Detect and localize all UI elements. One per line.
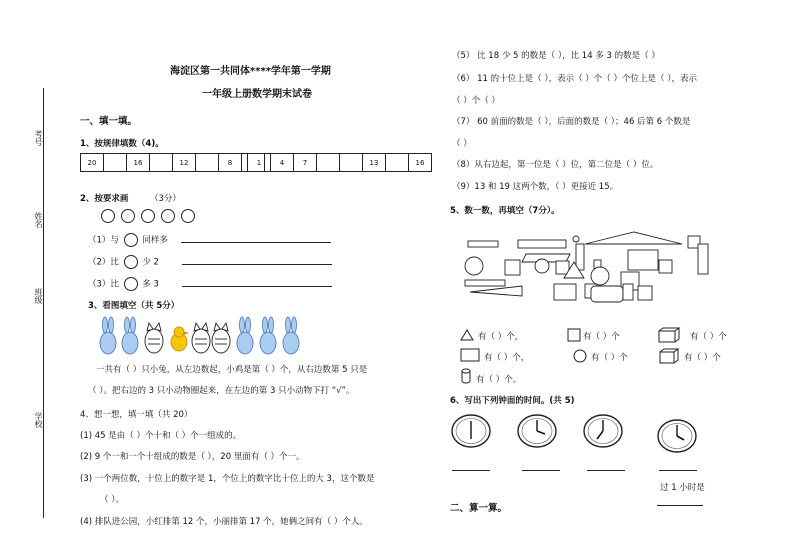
- q2-line2: [88, 255, 332, 269]
- seq1-cell[interactable]: 20: [81, 154, 104, 171]
- q4-item2: (2) 9 个一和一个十组成的数是（ ），20 里面有（ ）个一。: [80, 452, 305, 462]
- cat-icon: [145, 323, 163, 353]
- q2-score: （3分）: [150, 194, 181, 204]
- q1-sequence-row1: [80, 153, 265, 172]
- seq2-cell[interactable]: 13: [363, 154, 386, 171]
- square-shape: [556, 261, 569, 274]
- square-shape: [505, 260, 520, 275]
- rectangle-shape: [576, 244, 584, 270]
- q3-text-line1: 一共有（ ）只小兔，从左边数起，小鸡是第（ ）个，从右边数第 5 只是: [96, 365, 368, 375]
- triangle-shape: [470, 286, 522, 296]
- exam-title-line1: 海淀区第一共同体****学年第一学期: [170, 66, 331, 77]
- rectangle-icon: [460, 348, 480, 362]
- q4-item4: (4) 排队进公园，小红排第 12 个，小丽排第 17 个，她俩之间有（ ）个人。: [80, 517, 368, 527]
- q5-answer-b2: 有（ ）个: [591, 353, 628, 363]
- q2-line2-prefix: （2）比: [88, 257, 119, 268]
- circle-shape: [141, 209, 155, 223]
- label-kaohao: 考号: [34, 130, 43, 146]
- section2-heading: 二、算一算。: [450, 503, 508, 514]
- seq2-cell[interactable]: [340, 154, 363, 171]
- clock-icon: [517, 413, 557, 449]
- cat-icon: [212, 323, 230, 353]
- q4-item6: （6） 11 的十位上是（ ），表示（ ）个（ ）个位上是（ ），表示: [452, 74, 697, 84]
- q2-line2-suffix: 少 2: [142, 257, 159, 268]
- circle-shape: [124, 277, 138, 291]
- exam-title-line2: 一年级上册数学期末试卷: [202, 89, 312, 100]
- circle-shape: [124, 233, 138, 247]
- q1-sequence-row2: [247, 153, 432, 172]
- animal-lineup-image: [96, 317, 306, 357]
- q2-circle-row: [101, 209, 201, 226]
- q2-line3-prefix: （3）比: [88, 279, 119, 290]
- rabbit-icon: [283, 317, 299, 354]
- seq1-cell[interactable]: [150, 154, 173, 171]
- q4-item7-cont: （ ）: [452, 139, 472, 149]
- cuboid-shape: [628, 250, 658, 270]
- q4-item9: （9）13 和 19 这两个数，（ ）更接近 15。: [452, 182, 619, 192]
- circle-shape: [124, 255, 138, 269]
- q6-label: 6、写出下列钟面的时间。(共 5): [450, 396, 575, 406]
- cube-shape: [638, 286, 652, 300]
- answer-blank[interactable]: [522, 470, 560, 471]
- seq2-cell[interactable]: 1: [248, 154, 271, 171]
- q5-label: 5、数一数，再填空（7分）。: [450, 206, 560, 216]
- cuboid-shape: [698, 244, 708, 274]
- q5-answer-a1: 有（ ）个，: [478, 332, 524, 342]
- q4-item3-answer: （ ）。: [100, 495, 124, 505]
- triangle-icon: [460, 329, 474, 341]
- seq1-cell[interactable]: [104, 154, 127, 171]
- label-xuexiao: 学校: [34, 412, 43, 428]
- cat-icon: [192, 323, 210, 353]
- answer-blank[interactable]: [452, 470, 490, 471]
- answer-blank[interactable]: [657, 505, 703, 506]
- seq2-cell[interactable]: [317, 154, 340, 171]
- seq1-cell[interactable]: [196, 154, 219, 171]
- circle-shape: [161, 209, 175, 223]
- rabbit-icon: [260, 317, 276, 354]
- clock-icon: [583, 413, 623, 449]
- q1-label: 1、按规律填数（4)。: [80, 139, 164, 149]
- circle-shape: [181, 209, 195, 223]
- seq1-cell[interactable]: 12: [173, 154, 196, 171]
- circle-shape: [535, 259, 549, 273]
- circle-shape: [591, 267, 609, 285]
- label-xingming: 姓名: [34, 212, 43, 228]
- q6-after-label: 过 1 小时是: [660, 483, 705, 493]
- seq1-cell[interactable]: 8: [219, 154, 242, 171]
- seq2-cell[interactable]: 7: [294, 154, 317, 171]
- q4-item3: (3) 一个两位数，十位上的数字是 1，个位上的数字比十位上的大 3，这个数是: [80, 474, 375, 484]
- cylinder-shape: [591, 286, 623, 302]
- rabbit-icon: [100, 317, 116, 354]
- q4-item1: (1) 45 是由（ ）个十和（ ）个一组成的。: [80, 431, 242, 441]
- square-icon: [567, 328, 581, 342]
- triangle-shape: [585, 232, 682, 244]
- rectangle-shape: [468, 241, 498, 247]
- label-banji: 班级: [34, 288, 43, 304]
- clock-icon: [657, 418, 697, 454]
- q4-item5: （5） 比 18 少 5 的数是（ ），比 14 多 3 的数是（ ）: [452, 51, 660, 61]
- rectangle-shape: [518, 240, 566, 248]
- q2-line1: [88, 233, 331, 247]
- q5-answer-c1: 有（ ）个。: [476, 375, 522, 385]
- circle-shape: [121, 209, 135, 223]
- q4-label: 4、想一想，填一填（共 20）: [80, 410, 193, 420]
- answer-blank[interactable]: [182, 286, 332, 287]
- cylinder-icon: [461, 368, 471, 384]
- q5-answer-b3: 有（ ）个: [684, 353, 721, 363]
- answer-blank[interactable]: [587, 470, 625, 471]
- rabbit-icon: [122, 317, 138, 354]
- circle-shape: [573, 236, 579, 242]
- circle-shape: [101, 209, 115, 223]
- q3-label: 3、看图填空（共 5分）: [88, 301, 180, 311]
- q2-label: 2、按要求画: [80, 194, 129, 204]
- cylinder-shape: [623, 284, 633, 300]
- cube-icon: [659, 348, 679, 364]
- rectangle-shape: [465, 280, 505, 286]
- q2-line1-prefix: （1）与: [88, 235, 119, 246]
- chick-icon: [171, 327, 188, 351]
- q5-answer-a2: 有（ ）个: [583, 332, 620, 342]
- q5-answer-a3: 有（ ）个: [690, 332, 727, 342]
- circle-shape: [465, 257, 483, 275]
- section1-heading: 一、填一填。: [80, 116, 138, 127]
- cylinder-shape: [554, 284, 576, 300]
- answer-blank[interactable]: [659, 470, 697, 471]
- seq2-cell[interactable]: 4: [271, 154, 294, 171]
- seq2-cell[interactable]: [386, 154, 409, 171]
- q5-answer-b1: 有（ ）个，: [484, 353, 530, 363]
- q2-line3: [88, 277, 332, 291]
- q2-line3-suffix: 多 3: [142, 279, 159, 290]
- seq2-cell[interactable]: 16: [415, 158, 425, 167]
- cuboid-icon: [658, 327, 680, 343]
- rabbit-icon: [237, 317, 253, 354]
- clock-icon: [451, 413, 491, 449]
- answer-blank[interactable]: [182, 264, 332, 265]
- answer-blank[interactable]: [181, 242, 331, 243]
- circle-icon: [573, 349, 587, 363]
- seq1-cell[interactable]: 16: [127, 154, 150, 171]
- q4-item8: （8）从右边起，第一位是（ ）位，第二位是（ ）位。: [452, 160, 659, 170]
- q3-text-line2: （ ）。把右边的 3 只小动物圈起来，在左边的第 3 只小动物下打 “√”。: [88, 386, 355, 396]
- q4-item6-cont: （ ）个（ ）: [452, 96, 500, 106]
- q4-item7: （7） 60 前面的数是（ ），后面的数是（ ）；46 后第 6 个数是: [452, 117, 691, 127]
- shapes-figure: [460, 230, 720, 306]
- q2-line1-suffix: 同样多: [142, 235, 168, 246]
- cube-shape: [659, 260, 672, 273]
